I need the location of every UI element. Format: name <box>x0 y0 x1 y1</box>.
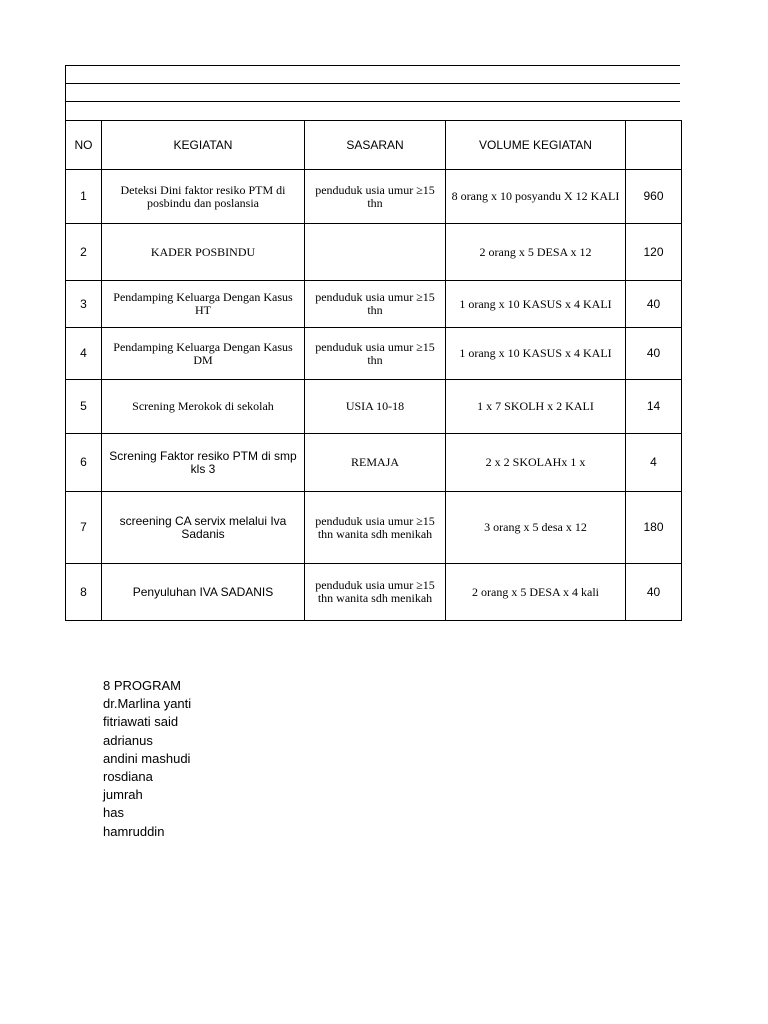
header-total <box>626 121 682 170</box>
row-total: 120 <box>626 224 682 281</box>
header-volume: VOLUME KEGIATAN <box>446 121 626 170</box>
name-item: dr.Marlina yanti <box>103 696 192 712</box>
row-kegiatan: screening CA servix melalui Iva Sadanis <box>102 492 305 564</box>
header-rule-3 <box>65 101 680 102</box>
row-volume: 2 x 2 SKOLAHx 1 x <box>446 434 626 492</box>
row-volume: 8 orang x 10 posyandu X 12 KALI <box>446 170 626 224</box>
row-sasaran: penduduk usia umur ≥15 thn <box>305 328 446 380</box>
row-no: 1 <box>66 170 102 224</box>
row-kegiatan: Pendamping Keluarga Dengan Kasus HT <box>102 281 305 328</box>
row-kegiatan: Screning Merokok di sekolah <box>102 380 305 434</box>
row-kegiatan: Penyuluhan IVA SADANIS <box>102 564 305 621</box>
table-row <box>66 281 682 328</box>
table-row <box>66 328 682 380</box>
table-row <box>66 434 682 492</box>
header-left-border <box>65 65 66 121</box>
row-sasaran: penduduk usia umur ≥15 thn <box>305 170 446 224</box>
header-rule-2 <box>65 83 680 84</box>
header-rule-1 <box>65 65 680 66</box>
row-volume: 1 orang x 10 KASUS x 4 KALI <box>446 328 626 380</box>
row-sasaran: penduduk usia umur ≥15 thn wanita sdh menikah <box>305 492 446 564</box>
row-total: 40 <box>626 564 682 621</box>
name-item: fitriawati said <box>103 714 179 730</box>
name-item: hamruddin <box>103 823 165 839</box>
name-item: jumrah <box>103 787 143 803</box>
program-count: 8 PROGRAM <box>103 678 182 693</box>
row-no: 4 <box>66 328 102 380</box>
row-sasaran: USIA 10-18 <box>305 380 446 434</box>
row-kegiatan: Screning Faktor resiko PTM di smp kls 3 <box>102 434 305 492</box>
row-total: 40 <box>626 281 682 328</box>
row-volume: 1 x 7 SKOLH x 2 KALI <box>446 380 626 434</box>
row-sasaran: penduduk usia umur ≥15 thn <box>305 281 446 328</box>
table-row <box>66 492 682 564</box>
table-row <box>66 380 682 434</box>
name-item: adrianus <box>103 732 153 748</box>
row-sasaran: penduduk usia umur ≥15 thn wanita sdh menikah <box>305 564 446 621</box>
row-no: 7 <box>66 492 102 564</box>
row-no: 6 <box>66 434 102 492</box>
table-row <box>66 170 682 224</box>
header-sasaran: SASARAN <box>305 121 446 170</box>
name-item: andini mashudi <box>103 750 191 766</box>
row-volume: 3 orang x 5 desa x 12 <box>446 492 626 564</box>
row-sasaran <box>305 224 446 281</box>
header-kegiatan: KEGIATAN <box>102 121 305 170</box>
row-kegiatan: KADER POSBINDU <box>102 224 305 281</box>
row-total: 180 <box>626 492 682 564</box>
row-kegiatan: Pendamping Keluarga Dengan Kasus DM <box>102 328 305 380</box>
row-no: 8 <box>66 564 102 621</box>
row-total: 4 <box>626 434 682 492</box>
kegiatan-table <box>65 120 682 621</box>
row-volume: 1 orang x 10 KASUS x 4 KALI <box>446 281 626 328</box>
table-row <box>66 224 682 281</box>
row-no: 5 <box>66 380 102 434</box>
row-total: 14 <box>626 380 682 434</box>
row-total: 960 <box>626 170 682 224</box>
row-sasaran: REMAJA <box>305 434 446 492</box>
table-row <box>66 564 682 621</box>
row-no: 2 <box>66 224 102 281</box>
name-item: rosdiana <box>103 769 153 785</box>
row-no: 3 <box>66 281 102 328</box>
row-volume: 2 orang x 5 DESA x 12 <box>446 224 626 281</box>
row-kegiatan: Deteksi Dini faktor resiko PTM di posbindu dan poslansia <box>102 170 305 224</box>
footer-names <box>103 677 191 841</box>
table-header-row <box>66 121 682 170</box>
row-volume: 2 orang x 5 DESA x 4 kali <box>446 564 626 621</box>
row-total: 40 <box>626 328 682 380</box>
header-no: NO <box>66 121 102 170</box>
name-item: has <box>103 805 124 821</box>
